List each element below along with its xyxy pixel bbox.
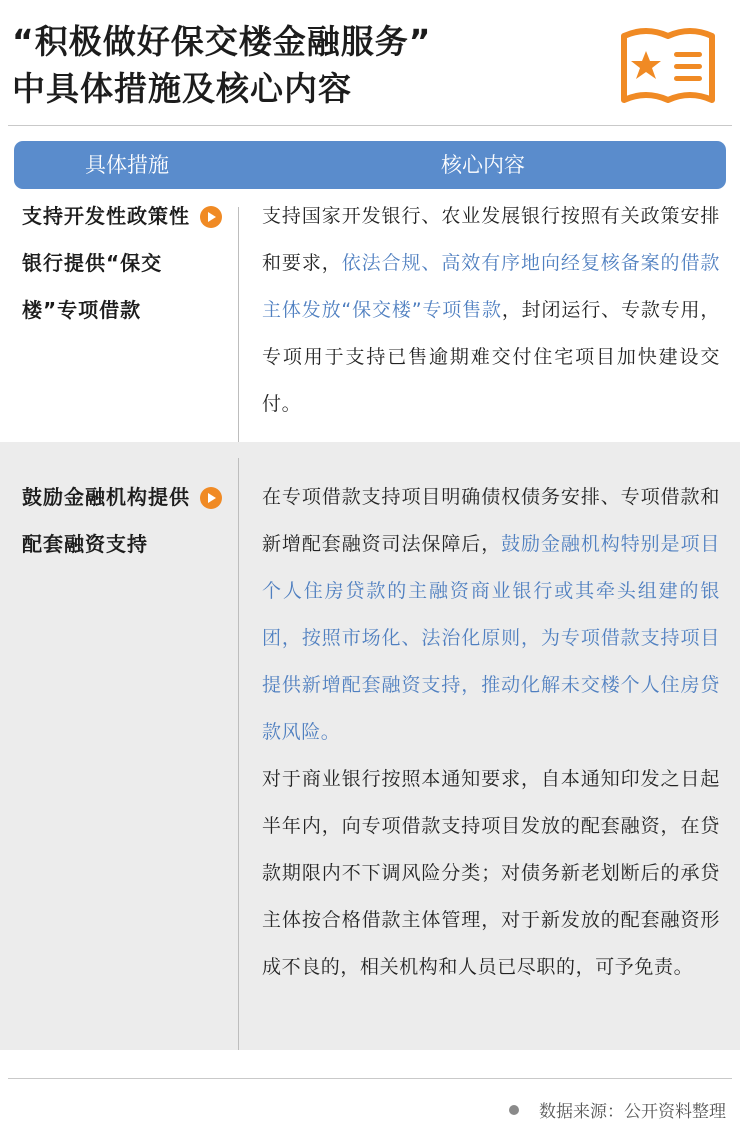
content-paragraph [262,474,720,756]
top-divider [8,125,732,126]
highlighted-text: 鼓励金融机构特别是项目个人住房贷款的主融资商业银行或其牵头组建的银团，按照市场化、法治化原则，为专项借款支持项目提供新增配套融资支持，推动化解未交楼个人住房贷款风险。 [262,533,720,743]
column-divider [238,458,239,1050]
header-content: 核心内容 [441,153,525,177]
content-paragraph [262,193,720,428]
table-row [0,442,740,1050]
column-divider [238,207,239,442]
measure-text: 支持开发性政策性银行提供“保交楼”专项借款 [22,204,190,322]
highlighted-text: 依法合规、高效有序地向经复核备案的借款主体发放“保交楼”专项售款 [262,252,721,321]
table-header [14,141,726,189]
header-measures: 具体措施 [85,153,169,177]
content-segment: 在专项借款支持项目明确债权债务安排、专项借款和新增配套融资司法保障后， [262,486,720,555]
measure-text: 鼓励金融机构提供配套融资支持 [22,485,190,556]
page-title [12,18,612,112]
title-line-1: “积极做好保交楼金融服务” [12,22,432,61]
source-text: 数据来源：公开资料整理 [539,1102,726,1122]
orange-arrow-icon [200,487,222,509]
content-segment: 支持国家开发银行、农业发展银行按照有关政策安排和要求， [262,205,720,274]
content-segment: 对于商业银行按照本通知要求，自本通知印发之日起半年内，向专项借款支持项目发放的配套融资，在贷款期限内不下调风险分类；对债务新老划断后的承贷主体按合格借款主体管理，对于新发放的配套融资形成不良的，相关机构和人员已尽职的，可予免责。 [262,768,720,978]
table-row [0,189,740,442]
content-text [262,474,720,991]
bottom-divider [8,1078,732,1079]
title-line-2: 中具体措施及核心内容 [12,69,352,108]
data-source [509,1097,726,1122]
content-segment: ，封闭运行、专款专用，专项用于支持已售逾期难交付住宅项目加快建设交付。 [262,299,720,415]
list-document-star-icon [618,22,718,108]
content-text [262,193,720,428]
content-paragraph [262,756,720,991]
orange-arrow-icon [200,206,222,228]
bullet-dot-icon [509,1105,519,1115]
